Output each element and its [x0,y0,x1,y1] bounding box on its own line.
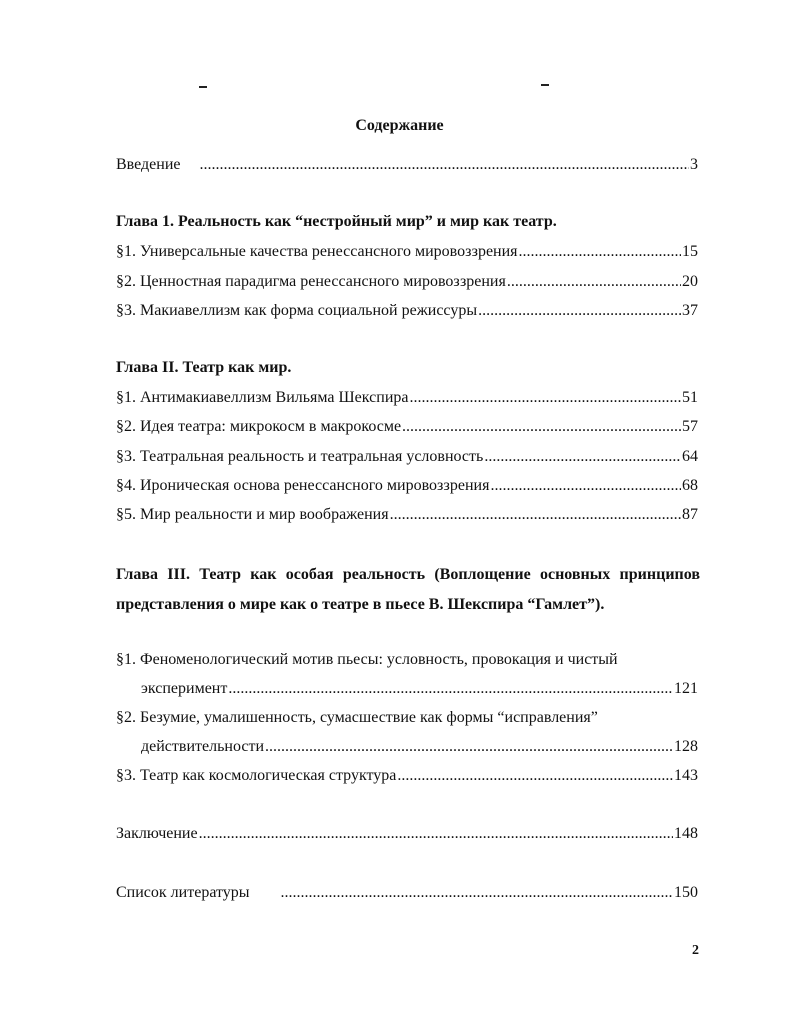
toc-entry-page: 57 [682,418,698,435]
toc-entry-ch3-s2[interactable] [141,737,698,757]
toc-entry-label: §3. Театральная реальность и театральная условность [116,448,484,465]
toc-entry-page: 148 [674,825,698,842]
dot-leader [228,679,673,699]
toc-entry-page: 121 [674,680,698,697]
toc-entry-page: 87 [682,506,698,523]
toc-entry-label: §2. Идея театра: микрокосм в макрокосме [116,418,402,435]
toc-entry-label: действительности [141,738,265,755]
toc-entry-label: §2. Ценностная парадигма ренессансного мировоззрения [116,273,506,290]
scan-mark-left [199,86,207,88]
toc-entry-page: 68 [682,477,698,494]
toc-entry-page: 128 [674,738,698,755]
toc-entry-page: 143 [674,767,698,784]
dot-leader [402,417,681,437]
toc-entry-ch3-s3[interactable] [116,766,698,786]
toc-entry-label: Заключение [116,825,198,842]
dot-leader [200,155,690,175]
dot-leader [397,766,673,786]
toc-entry-label: эксперимент [141,680,228,697]
toc-entry-page: 150 [674,884,698,901]
toc-entry-page: 15 [682,243,698,260]
toc-entry-page: 51 [682,389,698,406]
dot-leader [507,272,681,292]
toc-entry-page: 37 [682,302,698,319]
toc-entry-ch3-s1[interactable] [141,679,698,699]
toc-entry-ch2-s4[interactable] [116,476,698,496]
toc-entry-page: 20 [682,273,698,290]
toc-entry-ch2-s3[interactable] [116,447,698,467]
dot-leader [490,476,681,496]
page-number: 2 [692,943,699,958]
toc-entry-label: §3. Театр как космологическая структура [116,767,397,784]
chapter-2-title: Глава II. Театр как мир. [116,359,292,376]
toc-entry-label: §5. Мир реальности и мир воображения [116,506,389,523]
dot-leader [281,883,673,903]
toc-entry-ch1-s2[interactable] [116,272,698,292]
dot-leader [265,737,673,757]
dot-leader [484,447,681,467]
chapter-1-title: Глава 1. Реальность как “нестройный мир” и мир как театр. [116,213,557,230]
toc-entry-label: Список литературы [116,884,250,901]
toc-entry-ch3-s1-line1[interactable]: §1. Феноменологический мотив пьесы: условность, провокация и чистый [116,651,618,668]
toc-entry-ch2-s2[interactable] [116,417,698,437]
toc-entry-ch1-s1[interactable] [116,242,698,262]
dot-leader [409,388,681,408]
toc-heading: Содержание [355,117,444,134]
toc-entry-label: §1. Универсальные качества ренессансного мировоззрения [116,243,518,260]
toc-entry-ch2-s1[interactable] [116,388,698,408]
toc-entry-bibliography[interactable] [116,883,698,903]
toc-entry-label: Введение [116,156,181,173]
scan-mark-right [541,84,549,86]
toc-entry-label: §4. Ироническая основа ренессансного мировоззрения [116,477,490,494]
toc-entry-label: §3. Макиавеллизм как форма социальной режиссуры [116,302,478,319]
dot-leader [199,824,673,844]
dot-leader [519,242,681,262]
toc-entry-ch3-s2-line1[interactable]: §2. Безумие, умалишенность, сумасшествие как формы “исправления” [116,709,598,726]
toc-entry-page: 3 [690,156,698,173]
toc-entry-label: §1. Антимакиавеллизм Вильяма Шекспира [116,389,409,406]
toc-entry-ch2-s5[interactable] [116,505,698,525]
dot-leader [390,505,681,525]
chapter-3-title: Глава III. Театр как особая реальность (Воплощение основных принципов представления о мире как о театре в пьесе В. Шекспира “Гамлет”). [116,566,700,613]
toc-entry-conclusion[interactable] [116,824,698,844]
toc-entry-ch1-s3[interactable] [116,301,698,321]
toc-entry-page: 64 [682,448,698,465]
toc-entry-intro[interactable] [116,155,698,175]
dot-leader [478,301,681,321]
